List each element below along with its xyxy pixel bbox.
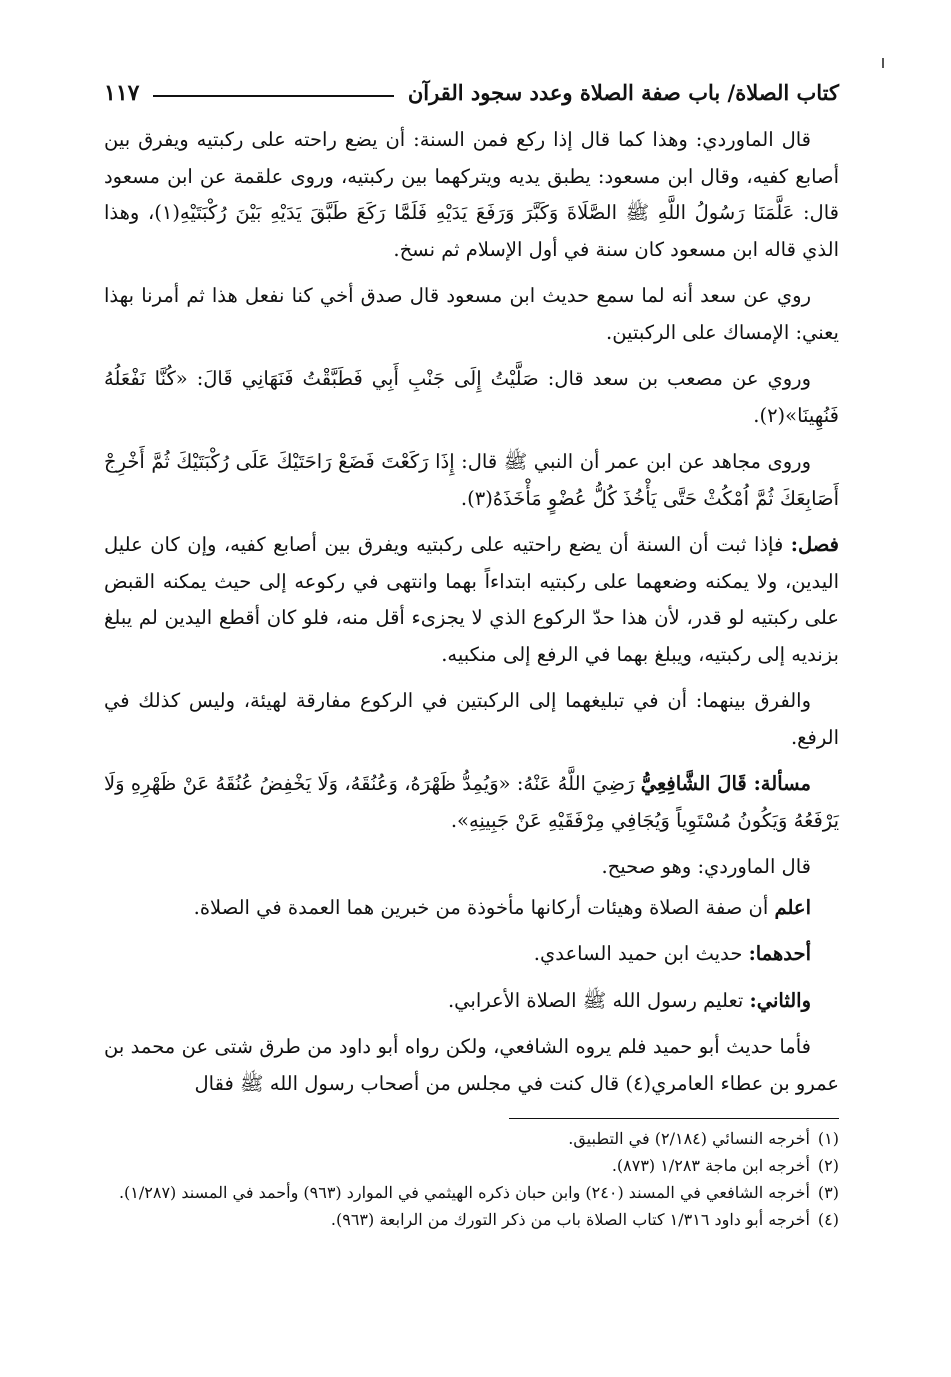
- footnotes: [104, 1118, 839, 1233]
- footnote-number: (٣): [817, 1183, 839, 1202]
- footnote-rule: [509, 1118, 839, 1119]
- header-title: كتاب الصلاة/ باب صفة الصلاة وعدد سجود القرآن: [407, 80, 839, 105]
- paragraph: روي عن سعد أنه لما سمع حديث ابن مسعود قال صدق أخي كنا نفعل هذا ثم أمرنا بهذا يعني: الإمساك على الركبتين.: [104, 284, 839, 344]
- paragraph: وروى مجاهد عن ابن عمر أن النبي ﷺ قال: إِذَا رَكَعْتَ فَضَعْ رَاحَتَيْكَ عَلَى رُكْبَتَيْكَ ثُمَّ أَخْرِجْ أَصَابِعَكَ ثُمَّ اُمْكُثْ حَتَّى يَأْخُذَ كُلُّ عُضْوٍ مَأْخَذَهُ(٣).: [104, 450, 839, 510]
- footnote-number: (٢): [817, 1156, 839, 1175]
- paragraph: فأما حديث أبو حميد فلم يروه الشافعي، ولكن رواه أبو داود من طرق شتى عن محمد بن عمرو بن عطاء العامري(٤) قال كنت في مجلس من أصحاب رسول الله ﷺ فقال: [104, 1035, 839, 1095]
- footnote-text: أخرجه ابن ماجة ١/٢٨٣ (٨٧٣).: [611, 1156, 810, 1175]
- paragraph: والفرق بينهما: أن في تبليغهما إلى الركبتين في الركوع مفارقة لهيئة، وليس كذلك في الرفع.: [104, 689, 839, 749]
- body-text: [104, 122, 839, 1102]
- footnote-number: (٤): [817, 1210, 839, 1229]
- header-rule: [153, 95, 393, 97]
- issue-label: مسألة: قَالَ الشَّافِعِيُّ: [640, 772, 811, 795]
- paragraph: والثاني: تعليم رسول الله ﷺ الصلاة الأعرابي.: [447, 988, 811, 1012]
- paragraph: اعلم أن صفة الصلاة وهيئات أركانها مأخوذة من خبرين هما العمدة في الصلاة.: [193, 895, 811, 919]
- footnote-text: أخرجه أبو داود ١/٣١٦ كتاب الصلاة باب من ذكر التورك من الرابعة (٩٦٣).: [330, 1210, 810, 1229]
- footnote: [104, 1179, 839, 1206]
- page-number: ١١٧: [104, 80, 140, 106]
- paragraph: قال الماوردي: وهذا كما قال إذا ركع فمن السنة: أن يضع راحته على ركبتيه ويفرق بين أصابع كفيه، وقال ابن مسعود: يطبق يديه ويتركهما بين ركبتيه، وروى علقمة عن ابن مسعود قال: عَلَّمَنَا رَسُولُ اللَّهِ ﷺ الصَّلَاةَ وَكَبَّرَ وَرَفَعَ يَدَيْهِ فَلَمَّا رَكَعَ طَبَّقَ يَدَيْهِ بَيْنَ رُكْبَتَيْهِ(١)، وهذا الذي قاله ابن مسعود كان سنة في أول الإسلام ثم نسخ.: [104, 128, 839, 261]
- footnote: [104, 1125, 839, 1152]
- footnote-text: أخرجه النسائي (٢/١٨٤) في التطبيق.: [568, 1129, 810, 1148]
- footnote-text: أخرجه الشافعي في المسند (٢٤٠) وابن حبان ذكره الهيثمي في الموارد (٩٦٣) وأحمد في المسند (١/٢٨٧).: [118, 1183, 810, 1202]
- footnote: [104, 1152, 839, 1179]
- section-label: فصل:: [790, 533, 839, 556]
- paragraph: قال الماوردي: وهو صحيح.: [601, 855, 811, 878]
- paragraph: مسألة: قَالَ الشَّافِعِيُّ رَضِيَ اللَّهُ عَنْهُ: «وَيُمِدُّ ظَهْرَهُ، وَعُنُقَهُ، وَلَا يَخْفِضُ عُنُقَهُ عَنْ ظَهْرِهِ وَلَا يَرْفَعُهُ وَيَكُونُ مُسْتَوِياً وَيُجَافِي مِرْفَقَيْهِ عَنْ جَبِينِهِ».: [104, 772, 839, 832]
- footnote-number: (١): [817, 1129, 839, 1148]
- paragraph: أحدهما: حديث ابن حميد الساعدي.: [533, 942, 811, 965]
- scan-mark: [882, 58, 884, 68]
- paragraph: وروي عن مصعب بن سعد قال: صَلَّيْتُ إِلَى جَنْبِ أَبِي فَطَبَّقْتُ فَنَهَانِي قَالَ: «كُنَّا نَفْعَلُهُ فَنُهِينَا»(٢).: [104, 367, 839, 427]
- running-header: [104, 78, 839, 108]
- footnote: [104, 1206, 839, 1233]
- paragraph: فصل: فإذا ثبت أن السنة أن يضع راحتيه على ركبتيه ويفرق بين أصابع كفيه، وإن كان عليل اليدين، ولا يمكنه وضعهما على ركبتيه ابتداءاً بهما وانتهى في ركوعه إلى حيث يمكنه القبض على ركبتيه لو قدر، لأن هذا حدّ الركوع الذي لا يجزىء أقل منه، فلو كان أقطع اليدين لم يبلغ بزنديه إلى ركبتيه، ويبلغ بهما في الرفع إلى منكبيه.: [104, 533, 839, 666]
